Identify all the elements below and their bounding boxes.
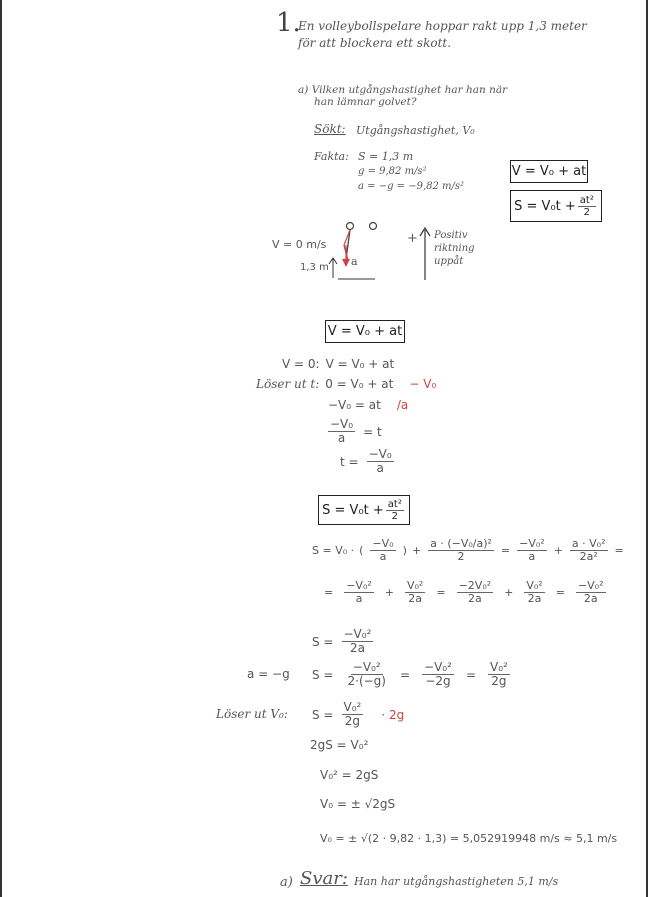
sought-label: Sökt: xyxy=(314,122,346,136)
problem-statement-line2: för att blockera ett skott. xyxy=(298,36,452,50)
formula-box-velocity xyxy=(510,160,588,183)
sub2-part5 xyxy=(576,580,606,605)
page-left-border xyxy=(0,0,2,897)
diagram-acceleration-label: a xyxy=(351,255,358,268)
solve-v0-label: Löser ut V₀: xyxy=(216,707,288,721)
diagram-plus-sign: + xyxy=(407,231,418,246)
sub1-part2-den: 2 xyxy=(457,550,465,564)
g-row-part3-den: 2g xyxy=(491,674,507,689)
fact-s: S = 1,3 m xyxy=(358,150,414,163)
f-den: 2g xyxy=(344,714,361,729)
row-fraction-t xyxy=(326,418,382,445)
sub2-equals-2: = xyxy=(555,586,565,600)
t-numerator: −V₀ xyxy=(368,447,392,461)
formula-distance-center-numerator: at² xyxy=(387,498,402,510)
formula-box-distance-center xyxy=(318,495,410,525)
line-v0-squared: V₀² = 2gS xyxy=(320,768,379,782)
sub2-part2 xyxy=(405,580,425,605)
sub2-part1 xyxy=(344,580,374,605)
sub1-plus-1: + xyxy=(411,544,422,558)
formula-distance-left: S = V₀t + xyxy=(514,198,576,214)
equation-zero: 0 = V₀ + at xyxy=(325,377,394,391)
answer-prefix: a) xyxy=(280,875,293,890)
row-t-result xyxy=(340,448,396,475)
sub1-lhs: S = V₀ · xyxy=(312,544,355,558)
line-2gs: 2gS = V₀² xyxy=(310,738,369,752)
sub2-equals-0: = xyxy=(324,586,334,600)
sub2-part1-num: −V₀² xyxy=(346,579,372,592)
g-row-lhs: S = xyxy=(312,667,334,682)
formula-distance-denominator: 2 xyxy=(583,206,590,218)
problem-number: 1. xyxy=(276,8,301,38)
g-row-part3-num: V₀² xyxy=(490,660,508,674)
condition-a-equals-minus-g xyxy=(247,667,290,681)
fact-a: a = −g = −9,82 m/s² xyxy=(358,181,465,192)
equation-velocity: V = V₀ + at xyxy=(325,357,395,371)
sub2-part2-num: V₀² xyxy=(407,579,424,592)
answer-text: Han har utgångshastigheten 5,1 m/s xyxy=(354,875,559,888)
g-row-part1-num: −V₀² xyxy=(352,660,381,674)
g-row-part3 xyxy=(488,661,510,688)
g-row-equals-2: = xyxy=(465,667,476,682)
direction-line1: Positiv xyxy=(434,230,468,241)
fraction-numerator: −V₀ xyxy=(330,417,354,431)
operation-divide-a: /a xyxy=(396,398,409,412)
formula-velocity-center: V = V₀ + at xyxy=(327,324,403,339)
answer-label: Svar: xyxy=(300,868,348,889)
row-v0-squared xyxy=(320,768,378,782)
page-right-border xyxy=(646,0,648,897)
f-num: V₀² xyxy=(343,700,362,714)
formula-box-distance xyxy=(510,190,602,222)
fraction-minus-v0-over-a xyxy=(328,418,355,445)
g-row-part2-num: −V₀² xyxy=(424,660,452,674)
g-row-part1 xyxy=(346,661,388,688)
sub2-part1-den: a xyxy=(355,592,363,606)
t-equals: t = xyxy=(340,454,359,469)
sub1-part2 xyxy=(428,538,494,563)
g-row-part2-den: −2g xyxy=(425,674,451,689)
sub1-part1-den: a xyxy=(379,550,387,564)
operation-minus-v0: − V₀ xyxy=(409,377,437,391)
sub1-equals-2: = xyxy=(614,544,624,558)
sought-value: Utgångshastighet, V₀ xyxy=(356,124,475,137)
s-result-num: −V₀² xyxy=(343,627,372,641)
line-v0-sqrt: V₀ = ± √2gS xyxy=(320,797,396,811)
row-solve-t xyxy=(256,377,436,391)
facts-label: Fakta: xyxy=(314,150,349,163)
s-result-den: 2a xyxy=(349,641,365,656)
formula-distance-center-fraction xyxy=(386,499,404,522)
t-denominator: a xyxy=(376,461,384,476)
a-cond: a = −g xyxy=(247,667,290,681)
g-row-part1-den: 2·(−g) xyxy=(347,674,386,689)
g-row-part2 xyxy=(422,661,454,688)
row-substitute-g xyxy=(312,661,512,688)
question-a-line2: han lämnar golvet? xyxy=(314,96,417,108)
player-sketch xyxy=(326,215,386,285)
f-lhs: S = xyxy=(312,707,334,722)
s-result-fraction xyxy=(342,628,374,655)
sub1-part1 xyxy=(370,538,395,563)
sub2-equals-1: = xyxy=(436,586,446,600)
row-2gs xyxy=(310,738,368,752)
problem-statement-line1: En volleybollspelare hoppar rakt upp 1,3 meter xyxy=(298,19,587,33)
row-s-over-2g xyxy=(312,701,404,728)
sub1-part3-num: −V₀² xyxy=(519,537,545,550)
f-op-times-2g: · 2g xyxy=(381,707,405,722)
sub1-plus-2: + xyxy=(553,544,563,558)
sub1-part4 xyxy=(570,538,608,563)
s-result-lhs: S = xyxy=(312,634,334,649)
sub2-part4-den: 2a xyxy=(527,592,542,606)
sub2-part2-den: 2a xyxy=(408,592,423,606)
sub2-part3-num: −2V₀² xyxy=(458,579,492,592)
row-velocity-condition xyxy=(282,357,394,371)
formula-box-velocity-center xyxy=(325,320,405,343)
fraction-denominator: a xyxy=(337,431,346,446)
sub1-equals-1: = xyxy=(500,544,511,558)
substitution-row-1: S = V₀ · ( $\frac{\text{−V₀}}{a}$ ) + $\frac{\text{a · (−V₀/a)²}}{2}$ = $\frac{\text{−V₀²}}{a}$ + $\frac{\text{a · V₀²}}{\text{2a²}}$ = xyxy=(312,537,624,564)
fact-g: g = 9,82 m/s² xyxy=(358,166,427,177)
positive-direction-arrow xyxy=(419,226,431,282)
sub1-part3-den: a xyxy=(528,550,536,564)
sub2-part5-num: −V₀² xyxy=(577,579,604,592)
formula-velocity: V = V₀ + at xyxy=(511,164,587,179)
f-fraction xyxy=(342,701,364,728)
sub1-part4-num: a · V₀² xyxy=(571,537,606,550)
sub2-part4-num: V₀² xyxy=(526,579,543,592)
sub2-part3-den: 2a xyxy=(467,592,482,606)
question-a-line1: a) Vilken utgångshastighet har han när xyxy=(298,84,508,96)
formula-distance-center-left: S = V₀t + xyxy=(322,502,384,518)
sub2-part5-den: 2a xyxy=(583,592,598,606)
row-minus-v0 xyxy=(328,398,408,412)
solve-t-label: Löser ut t: xyxy=(256,377,320,391)
sub1-part3 xyxy=(517,538,547,563)
sub2-plus-2: + xyxy=(504,586,514,600)
direction-line3: uppåt xyxy=(434,256,464,267)
sub2-plus-1: + xyxy=(384,586,394,600)
sub1-part4-den: 2a² xyxy=(579,550,598,564)
sub1-part2-num: a · (−V₀/a)² xyxy=(430,537,492,550)
sub2-part3 xyxy=(457,580,494,605)
substitution-row-2 xyxy=(324,580,608,605)
direction-line2: riktning xyxy=(434,243,475,254)
sub2-part4 xyxy=(524,580,544,605)
row-v0-numeric xyxy=(320,832,617,845)
row-s-result xyxy=(312,628,375,655)
diagram-height-label: 1,3 m xyxy=(300,262,329,273)
row-v0-sqrt xyxy=(320,797,395,811)
equation-equals-t: = t xyxy=(363,424,382,439)
formula-distance-fraction xyxy=(578,195,596,218)
equation-minus-v0: −V₀ = at xyxy=(328,398,381,412)
sub1-part1-num: −V₀ xyxy=(372,537,394,550)
line-v0-numeric: V₀ = ± √(2 · 9,82 · 1,3) = 5,052919948 m/s ≈ 5,1 m/s xyxy=(320,832,618,845)
fraction-t xyxy=(367,448,394,475)
g-row-equals-1: = xyxy=(399,667,411,682)
diagram-velocity-label: V = 0 m/s xyxy=(272,238,327,251)
formula-distance-numerator: at² xyxy=(579,194,594,206)
formula-distance-center-denominator: 2 xyxy=(391,510,398,522)
condition-v-zero: V = 0: xyxy=(282,357,320,371)
